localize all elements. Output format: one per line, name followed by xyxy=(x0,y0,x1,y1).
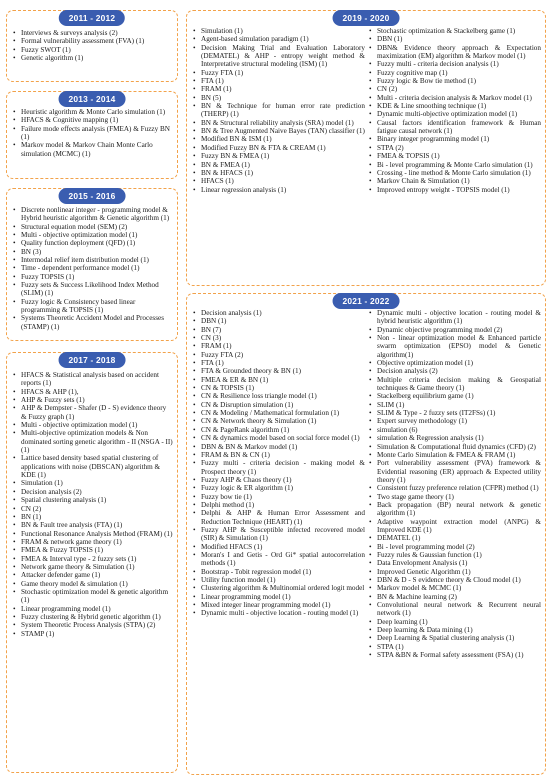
list-item: • Decision analysis (2) xyxy=(13,488,173,496)
list-item: • Stochastic optimization model & genetic algorithm (1) xyxy=(13,588,173,605)
list-item: • Dynamic multi-objective optimization model (1) xyxy=(369,110,541,118)
list-item: • Intermodal relief item distribution model (1) xyxy=(13,256,173,264)
list-item: • Systems Theoretic Accident Model and Processes (STAMP) (1) xyxy=(13,314,173,331)
list-item: • BN & Structural reliability analysis (SRA) model (1) xyxy=(193,119,365,127)
list-item: • Binary integer programming model (1) xyxy=(369,135,541,143)
list-item: • Bi - level programming model (2) xyxy=(369,543,541,551)
list-item: • Dynamic multi - objective location - routing model (1) xyxy=(193,609,365,617)
method-list-2011-2012 xyxy=(13,29,173,62)
list-item: • Markov Chain & Simulation (1) xyxy=(369,177,541,185)
list-item: • Fuzzy TOPSIS (1) xyxy=(13,273,173,281)
list-item: • STPA (1) xyxy=(369,643,541,651)
list-item: • Markov model & Markov Chain Monte Carlo simulation (MCMC) (1) xyxy=(13,141,173,158)
list-item: • System Theoretic Process Analysis (STPA) (2) xyxy=(13,621,173,629)
list-item: • FMEA & ER & BN (1) xyxy=(193,376,365,384)
list-item: • Modified HFACS (1) xyxy=(193,543,365,551)
list-item: • Network game theory & Simulation (1) xyxy=(13,563,173,571)
panel-2017-2018 xyxy=(6,352,178,773)
list-item: • Clustering algorithm & Multinomial ordered logit model xyxy=(193,584,365,592)
list-item: • Discrete nonlinear integer - programming model & Hybrid heuristic algorithm & Genetic algorithm (1) xyxy=(13,206,173,223)
panel-2011-2012 xyxy=(6,10,178,82)
list-item: • DBN & BN & Markov model (1) xyxy=(193,443,365,451)
list-item: • Stochastic optimization & Stackelberg game (1) xyxy=(369,27,541,35)
list-item: • Modified Fuzzy BN & FTA & CREAM (1) xyxy=(193,144,365,152)
list-item: • FMEA & TOPSIS (1) xyxy=(369,152,541,160)
list-item: • DBN (1) xyxy=(193,317,365,325)
list-item: • CN & PageRank algorithm (1) xyxy=(193,426,365,434)
list-item: • Causal factors identification framework & Human fatigue causal network (1) xyxy=(369,119,541,136)
list-item: • Fuzzy AHP & Susceptible infected recovered model (SIR) & Simulation (1) xyxy=(193,526,365,543)
list-item: • Deep learning (1) xyxy=(369,618,541,626)
list-item: • Simulation & Computational fluid dynamics (CFD) (2) xyxy=(369,443,541,451)
list-item: • Expert survey methodology (1) xyxy=(369,417,541,425)
list-item: • BN & FMEA (1) xyxy=(193,161,365,169)
list-item: • BN & Technique for human error rate prediction (THERP) (1) xyxy=(193,102,365,119)
list-item: • Dynamic multi - objective location - routing model & hybrid heuristic algorithm (1) xyxy=(369,309,541,326)
list-item: • DBN & D - S evidence theory & Cloud model (1) xyxy=(369,576,541,584)
list-item: • Fuzzy logic & Bow tie method (1) xyxy=(369,77,541,85)
list-item: • Functional Resonance Analysis Method (FRAM) (1) xyxy=(13,530,173,538)
list-item: • Moran's I and Getis - Ord Gi* spatial autocorrelation methods (1) xyxy=(193,551,365,568)
list-item: • Fuzzy AHP & Chaos theory (1) xyxy=(193,476,365,484)
list-item: • Objective optimization model (1) xyxy=(369,359,541,367)
list-item: • FRAM (1) xyxy=(193,85,365,93)
panel-2015-2016 xyxy=(6,188,178,341)
list-item: • FMEA & Fuzzy TOPSIS (1) xyxy=(13,546,173,554)
list-item: • Structural equation model (SEM) (2) xyxy=(13,223,173,231)
list-item: • Adaptive waypoint extraction model (ANPG) & Improved KDE (1) xyxy=(369,518,541,535)
list-item: • Simulation (1) xyxy=(13,479,173,487)
list-item: • Fuzzy cognitive map (1) xyxy=(369,69,541,77)
list-item: • HFACS (1) xyxy=(193,177,365,185)
list-item: • Fuzzy logic & Consistency based linear programming & TOPSIS (1) xyxy=(13,298,173,315)
list-item: • Bi - level programming & Monte Carlo simulation (1) xyxy=(369,161,541,169)
period-badge-2021-2022: 2021 - 2022 xyxy=(333,293,400,309)
list-item: • KDE & Line smoothing technique (1) xyxy=(369,102,541,110)
list-item: • Monte Carlo Simulation & FMEA & FRAM (1) xyxy=(369,451,541,459)
list-item: • FTA (1) xyxy=(193,77,365,85)
list-item: • Multi-objective optimization models & Non dominated sorting genetic algorithm - II (NSGA - II) (1) xyxy=(13,429,173,454)
list-item: • Linear regression analysis (1) xyxy=(193,186,365,194)
list-item: • Deep learning & Data mining (1) xyxy=(369,626,541,634)
list-item: • Fuzzy SWOT (1) xyxy=(13,46,173,54)
list-item: • Multi - objective optimization model (1) xyxy=(13,231,173,239)
list-item: • BN (7) xyxy=(193,326,365,334)
list-item: • Bootstrap - Tobit regression model (1) xyxy=(193,568,365,576)
method-list-2013-2014 xyxy=(13,108,173,158)
list-item: • Multi - objective optimization model (1) xyxy=(13,421,173,429)
list-item: • Fuzzy rules & Gaussian function (1) xyxy=(369,551,541,559)
method-list-2021-2022-right xyxy=(369,309,541,659)
list-item: • FMEA & Interval type - 2 fuzzy sets (1) xyxy=(13,555,173,563)
list-item: • CN & Resilience loss triangle model (1) xyxy=(193,392,365,400)
list-item: • FRAM (1) xyxy=(193,342,365,350)
list-item: • Heuristic algorithm & Monte Carlo simulation (1) xyxy=(13,108,173,116)
list-item: • HFACS & AHP (1), xyxy=(13,388,173,396)
list-item: • CN & dynamics model based on social force model (1) xyxy=(193,434,365,442)
list-item: • Fuzzy multi - criteria decision analysis (1) xyxy=(369,60,541,68)
list-item: • Fuzzy bow tie (1) xyxy=(193,493,365,501)
period-badge-2017-2018: 2017 - 2018 xyxy=(59,352,126,368)
list-item: • simulation (6) xyxy=(369,426,541,434)
list-item: • Non - linear optimization model & Enhanced particle swarm optimization (EPSO) model & Genetic algorithm(1) xyxy=(369,334,541,359)
list-item: • Quality function deployment (QFD) (1) xyxy=(13,239,173,247)
method-list-2015-2016 xyxy=(13,206,173,331)
list-item: • Fuzzy sets & Success Likelihood Index Method (SLIM) (1) xyxy=(13,281,173,298)
list-item: • Utility function model (1) xyxy=(193,576,365,584)
list-item: • BN (3) xyxy=(13,248,173,256)
list-item: • Deep Learning & Spatial clustering analysis (1) xyxy=(369,634,541,642)
list-item: • Fuzzy FTA (2) xyxy=(193,351,365,359)
list-item: • BN (5) xyxy=(193,94,365,102)
list-item: • STPA (2) xyxy=(369,144,541,152)
list-item: • Delphi & AHP & Human Error Assessment and Reduction Technique (HEART) (1) xyxy=(193,509,365,526)
list-item: • Fuzzy clustering & Hybrid genetic algorithm (1) xyxy=(13,613,173,621)
list-item: • Fuzzy logic & ER algorithm (1) xyxy=(193,484,365,492)
period-badge-2019-2020: 2019 - 2020 xyxy=(333,10,400,26)
list-item: • Multi - criteria decision analysis & Markov model (1) xyxy=(369,94,541,102)
list-item: • SLIM & Type - 2 fuzzy sets (IT2FSs) (1) xyxy=(369,409,541,417)
list-item: • Convolutional neural network & Recurrent neural network (1) xyxy=(369,601,541,618)
list-item: • STPA &BN & Formal safety assessment (FSA) (1) xyxy=(369,651,541,659)
method-list-2021-2022-left xyxy=(193,309,365,659)
list-item: • Port vulnerability assessment (PVA) framework & Evidential reasoning (ER) approach & Expected utility theory (1) xyxy=(369,459,541,484)
list-item: • Back propagation (BP) neural network & genetic algorithm (1) xyxy=(369,501,541,518)
list-item: • Delphi method (1) xyxy=(193,501,365,509)
list-item: • Linear programming model (1) xyxy=(193,593,365,601)
list-item: • CN & TOPSIS (1) xyxy=(193,384,365,392)
period-badge-2011-2012: 2011 - 2012 xyxy=(59,10,125,26)
list-item: • FTA & Grounded theory & BN (1) xyxy=(193,367,365,375)
list-item: • Failure mode effects analysis (FMEA) & Fuzzy BN (1) xyxy=(13,125,173,142)
list-item: • CN (2) xyxy=(369,85,541,93)
list-item: • FRAM & BN & CN (1) xyxy=(193,451,365,459)
method-list-2019-2020-left xyxy=(193,27,365,194)
list-item: • Two stage game theory (1) xyxy=(369,493,541,501)
method-list-2017-2018 xyxy=(13,371,173,638)
list-item: • STAMP (1) xyxy=(13,630,173,638)
list-item: • Fuzzy multi - criteria decision - making model & Prospect theory (1) xyxy=(193,459,365,476)
list-item: • Modified BN & ISM (1) xyxy=(193,135,365,143)
list-item: • AHP & Dempster - Shafer (D - S) evidence theory & Fuzzy graph (1) xyxy=(13,404,173,421)
list-item: • BN & HFACS (1) xyxy=(193,169,365,177)
period-badge-2015-2016: 2015 - 2016 xyxy=(59,188,126,204)
method-list-2019-2020-right xyxy=(369,27,541,194)
list-item: • HFACS & Statistical analysis based on accident reports (1) xyxy=(13,371,173,388)
list-item: • FRAM & network game theory (1) xyxy=(13,538,173,546)
list-item: • Fuzzy BN & FMEA (1) xyxy=(193,152,365,160)
list-item: • BN & Fault tree analysis (FTA) (1) xyxy=(13,521,173,529)
list-item: • BN & Tree Augmented Naive Bayes (TAN) classifier (1) xyxy=(193,127,365,135)
list-item: • SLIM (1) xyxy=(369,401,541,409)
list-item: • Decision analysis (1) xyxy=(193,309,365,317)
list-item: • Interviews & surveys analysis (2) xyxy=(13,29,173,37)
list-item: • CN (2) xyxy=(13,505,173,513)
list-item: • AHP & Fuzzy sets (1) xyxy=(13,396,173,404)
list-item: • Simulation (1) xyxy=(193,27,365,35)
list-item: • Decision Making Trial and Evaluation Laboratory (DEMATEL) & AHP - entropy weight method & Interpretative structural modeling (ISM) (1) xyxy=(193,44,365,69)
list-item: • Decision analysis (2) xyxy=(369,367,541,375)
period-badge-2013-2014: 2013 - 2014 xyxy=(59,91,126,107)
panel-2019-2020 xyxy=(186,10,546,286)
list-item: • CN & Network theory & Simulation (1) xyxy=(193,417,365,425)
list-item: • Markov model & MCMC (1) xyxy=(369,584,541,592)
list-item: • HFACS & Cognitive mapping (1) xyxy=(13,116,173,124)
panel-2013-2014 xyxy=(6,91,178,179)
list-item: • Crossing - line method & Monte Carlo simulation (1) xyxy=(369,169,541,177)
list-item: • Formal vulnerability assessment (FVA) (1) xyxy=(13,37,173,45)
list-item: • Agent-based simulation paradigm (1) xyxy=(193,35,365,43)
panel-2021-2022 xyxy=(186,293,546,775)
list-item: • Attacker defender game (1) xyxy=(13,571,173,579)
list-item: • Lattice based density based spatial clustering of applications with noise (DBSCAN) algorithm & KDE (1) xyxy=(13,454,173,479)
list-item: • Data Envelopment Analysis (1) xyxy=(369,559,541,567)
list-item: • BN & Machine learning (2) xyxy=(369,593,541,601)
list-item: • Dynamic objective programming model (2) xyxy=(369,326,541,334)
list-item: • Linear programming model (1) xyxy=(13,605,173,613)
list-item: • DBN& Evidence theory approach & Expectation maximization (EM) algorithm & Markov model (1) xyxy=(369,44,541,61)
list-item: • Consistent fuzzy preference relation (CFPR) method (1) xyxy=(369,484,541,492)
list-item: • Improved Genetic Algorithm (1) xyxy=(369,568,541,576)
list-item: • Time - dependent performance model (1) xyxy=(13,264,173,272)
list-item: • FTA (1) xyxy=(193,359,365,367)
list-item: • Game theory model & simulation (1) xyxy=(13,580,173,588)
list-item: • CN & Modeling / Mathematical formulation (1) xyxy=(193,409,365,417)
list-item: • Stackelberg equilibrium game (1) xyxy=(369,392,541,400)
list-item: • DEMATEL (1) xyxy=(369,534,541,542)
list-item: • DBN (1) xyxy=(369,35,541,43)
list-item: • Mixed integer linear programming model (1) xyxy=(193,601,365,609)
list-item: • Spatial clustering analysis (1) xyxy=(13,496,173,504)
list-item: • CN & Disruption simulation (1) xyxy=(193,401,365,409)
list-item: • Genetic algorithm (1) xyxy=(13,54,173,62)
list-item: • simulation & Regression analysis (1) xyxy=(369,434,541,442)
list-item: • Fuzzy FTA (1) xyxy=(193,69,365,77)
list-item: • Improved entropy weight - TOPSIS model (1) xyxy=(369,186,541,194)
list-item: • BN (1) xyxy=(13,513,173,521)
list-item: • CN (3) xyxy=(193,334,365,342)
list-item: • Multiple criteria decision making & Geospatial techniques & Game theory (1) xyxy=(369,376,541,393)
